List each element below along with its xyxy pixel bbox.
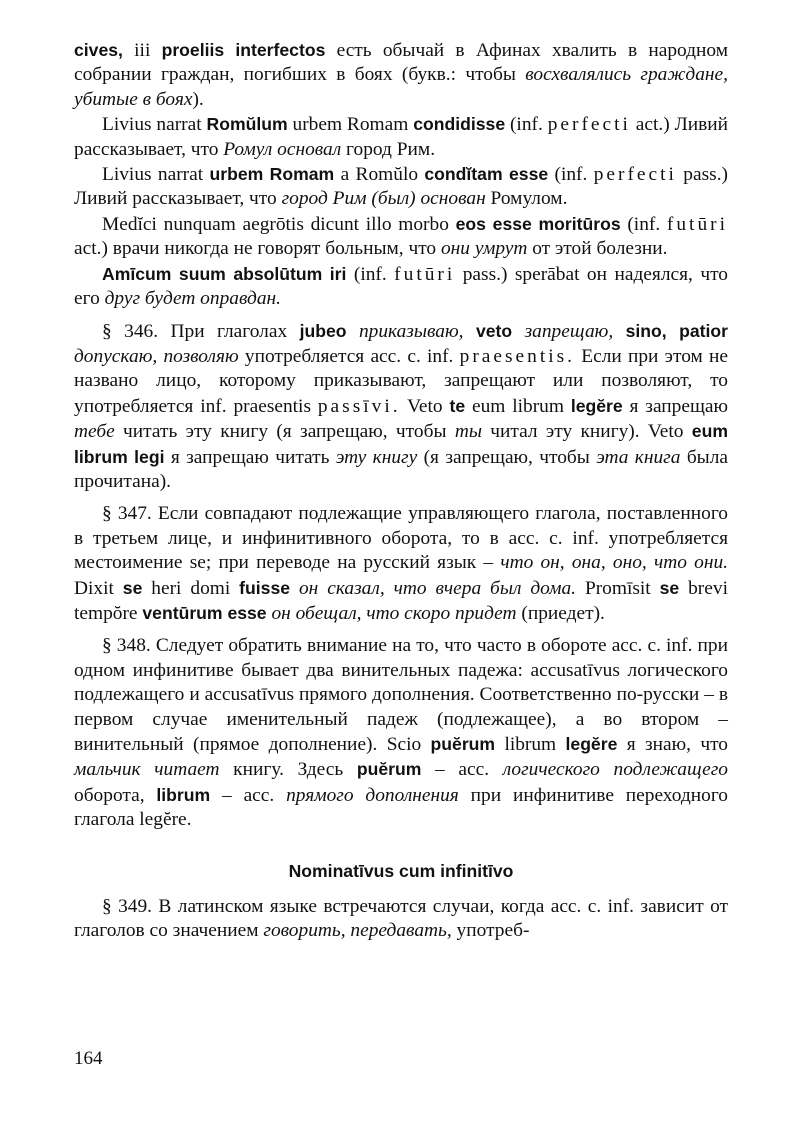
p5-run-0: Amīcum suum absolūtum iri (102, 263, 347, 284)
p4-run-1: eos esse moritūros (455, 213, 621, 234)
p6-run-16: Если при этом не названо лицо, которому приказывают, запрещают или позволяют, то употребляется inf. praesentis (74, 345, 729, 417)
page-number: 164 (74, 1048, 103, 1069)
p7-run-13: он обещал, что скоро придет (271, 602, 517, 624)
p2-run-4: (inf. (505, 114, 548, 136)
p8-run-1: puĕrum (430, 733, 496, 754)
p2-run-0: Livius narrat (102, 114, 207, 136)
p7-run-6 (290, 578, 299, 599)
p4-run-5: они умрут (440, 238, 528, 260)
p2-run-7: Ромул основал (223, 138, 342, 160)
p7-run-7: он сказал, что вчера был дома. (298, 577, 577, 599)
p2-run-3: condidisse (413, 114, 506, 135)
p7-run-8: Promīsit (576, 577, 660, 599)
p6-run-13: допускаю, позволяю (74, 345, 239, 367)
p3-run-8: Ромулом. (485, 188, 568, 210)
p1-run-1: iii (122, 40, 162, 61)
p2-run-6: act.) Ливий рассказывает, что (74, 114, 729, 160)
paragraph-5 (74, 262, 728, 312)
p8-run-2: librum (495, 733, 566, 755)
p1-run-6: восхвалялись граждане, убитые в боях (74, 64, 728, 110)
p5-run-3: pass.) sperābat он надеялся, что его (74, 263, 729, 310)
p6-run-0: § 346. При глаголах (102, 321, 300, 343)
p7-run-11: ventūrum esse (142, 602, 267, 623)
p6-run-30: (я запрещаю, чтобы (417, 446, 597, 468)
p2-run-8: город Рим. (341, 138, 436, 160)
p9-run-0: § 349. В латинском языке встречаются случаи, когда acc. c. inf. зависит от глаголов со значением (74, 895, 728, 941)
p6-run-27: eum librum legi (74, 421, 728, 467)
p6-run-2 (347, 321, 359, 342)
p7-run-5: fuisse (239, 577, 291, 598)
section-349 (74, 895, 728, 944)
p3-run-3: condĭtam esse (424, 164, 549, 185)
p3-run-1: urbem Romam (209, 164, 335, 185)
p6-run-7: запрещаю, (524, 321, 614, 343)
p6-run-24: читать эту книгу (я запрещаю, чтобы (114, 421, 455, 443)
paragraph-3 (74, 162, 728, 212)
p6-run-19: te (449, 395, 466, 416)
paragraph-4 (74, 212, 728, 262)
p2-run-1: Romŭlum (206, 114, 288, 135)
p8-run-9: логического подлежащего (502, 759, 728, 781)
p6-run-6 (512, 321, 524, 342)
p8-run-8: – acc. (421, 759, 503, 781)
p9-run-2: употреб- (451, 920, 530, 941)
p6-run-22: я запрещаю (622, 395, 729, 417)
p6-run-4 (464, 321, 476, 342)
p6-run-17: passīvi. (317, 395, 401, 417)
p5-run-1: (inf. (346, 263, 395, 285)
p3-run-0: Livius narrat (102, 164, 210, 186)
p4-run-4: act.) врачи никогда не говорят больным, что (74, 238, 441, 260)
section-heading: Nominatīvus cum infinitīvo (288, 860, 514, 881)
p6-run-21: legĕre (570, 395, 623, 416)
section-348 (74, 634, 728, 832)
p6-run-3: приказываю, (358, 321, 464, 343)
p8-run-5: мальчик читает (74, 759, 220, 781)
p6-run-9: sino, (625, 321, 667, 342)
p4-run-0: Medĭci nunquam aegrōtis dicunt illo morbo (102, 213, 456, 235)
section-346 (74, 319, 728, 494)
p1-run-3 (224, 40, 235, 61)
p6-run-18: Veto (400, 395, 450, 417)
p2-run-2: urbem Romam (287, 114, 414, 136)
section-347 (74, 502, 728, 626)
p7-run-0: § 347. Если совпадают подлежащие управляющего глагола, поставленного в третьем лице, и инфинитивного оборота, то в acc. c. inf. употребляется местоимение se; при переводе на русский язык – (74, 503, 728, 574)
p8-run-0: § 348. Следует обратить внимание на то, что часто в обороте acc. c. inf. при одном инфинитиве бывает два винительных падежа: accusatīvus логического подлежащего и accusatīvus прямого дополнения. Соответственно по-русски – в первом случае именительный падеж (подлежащее), а во втором – винительный (прямое дополнение). Scio (74, 635, 728, 755)
p7-run-10: brevi tempŏre (74, 577, 728, 624)
p8-run-7: puĕrum (356, 759, 422, 780)
paragraph-1 (74, 38, 728, 112)
p3-run-6: pass.) Ливий рассказывает, что (74, 164, 728, 210)
p6-run-25: ты (454, 421, 482, 443)
p6-run-20: eum librum (465, 395, 571, 417)
p8-run-4: я знаю, что (617, 733, 729, 755)
p2-run-5: perfecti (547, 114, 631, 136)
p4-run-3: futūri (666, 213, 728, 235)
p3-run-5: perfecti (593, 164, 677, 186)
p1-run-0: cives, (74, 40, 123, 60)
p7-run-3: se (122, 577, 143, 598)
p7-run-2: Dixit (74, 577, 123, 599)
p6-run-11: patior (679, 321, 728, 342)
p6-run-29: эту книгу (335, 446, 418, 468)
p8-run-13: прямого дополнения (286, 784, 459, 806)
p1-run-5: есть обычай в Афинах хвалить в народном собрании граждан, погибших в боях (букв.: чтобы (74, 40, 728, 86)
p3-run-4: (inf. (548, 164, 594, 186)
p8-run-6: книгу. Здесь (219, 759, 357, 781)
p4-run-6: от этой болезни. (527, 238, 668, 260)
p6-run-26: читал эту книгу). Veto (481, 421, 692, 443)
p6-run-14: употребляется acc. c. inf. (238, 345, 460, 367)
p6-run-32: была прочитана). (74, 446, 728, 492)
p8-run-10: оборота, (74, 784, 157, 806)
p7-run-4: heri domi (142, 577, 240, 599)
p6-run-5: veto (475, 321, 513, 342)
p3-run-2: a Romŭlo (334, 164, 425, 186)
paragraph-2 (74, 112, 728, 162)
p5-run-4: друг будет оправдан. (104, 288, 281, 310)
p8-run-12: – acc. (210, 784, 287, 806)
p5-run-2: futūri (394, 263, 456, 285)
p6-run-1: jubeo (299, 321, 347, 342)
p6-run-31: эта книга (596, 446, 681, 468)
p8-run-3: legĕre (565, 733, 618, 754)
p6-run-10 (667, 321, 679, 342)
p3-run-7: город Рим (был) основан (281, 188, 486, 210)
page-body (74, 38, 728, 943)
p8-run-11: librum (156, 784, 211, 805)
p7-run-1: что он, она, оно, что они. (500, 552, 728, 574)
p6-run-8 (613, 321, 625, 342)
p1-run-2: proeliis (161, 40, 225, 60)
p1-run-7: ). (192, 88, 204, 110)
p9-run-1: говорить, передавать, (263, 920, 452, 941)
p1-run-4: interfectos (235, 40, 326, 60)
p6-run-23: тебе (74, 421, 115, 443)
p7-run-14: (приедет). (516, 602, 605, 624)
p4-run-2: (inf. (620, 213, 667, 235)
p8-run-14: при инфинитиве переходного глагола legĕre. (74, 784, 728, 831)
p6-run-28: я запрещаю читать (164, 446, 336, 468)
p7-run-9: se (659, 577, 680, 598)
p6-run-15: praesentis. (459, 345, 576, 367)
